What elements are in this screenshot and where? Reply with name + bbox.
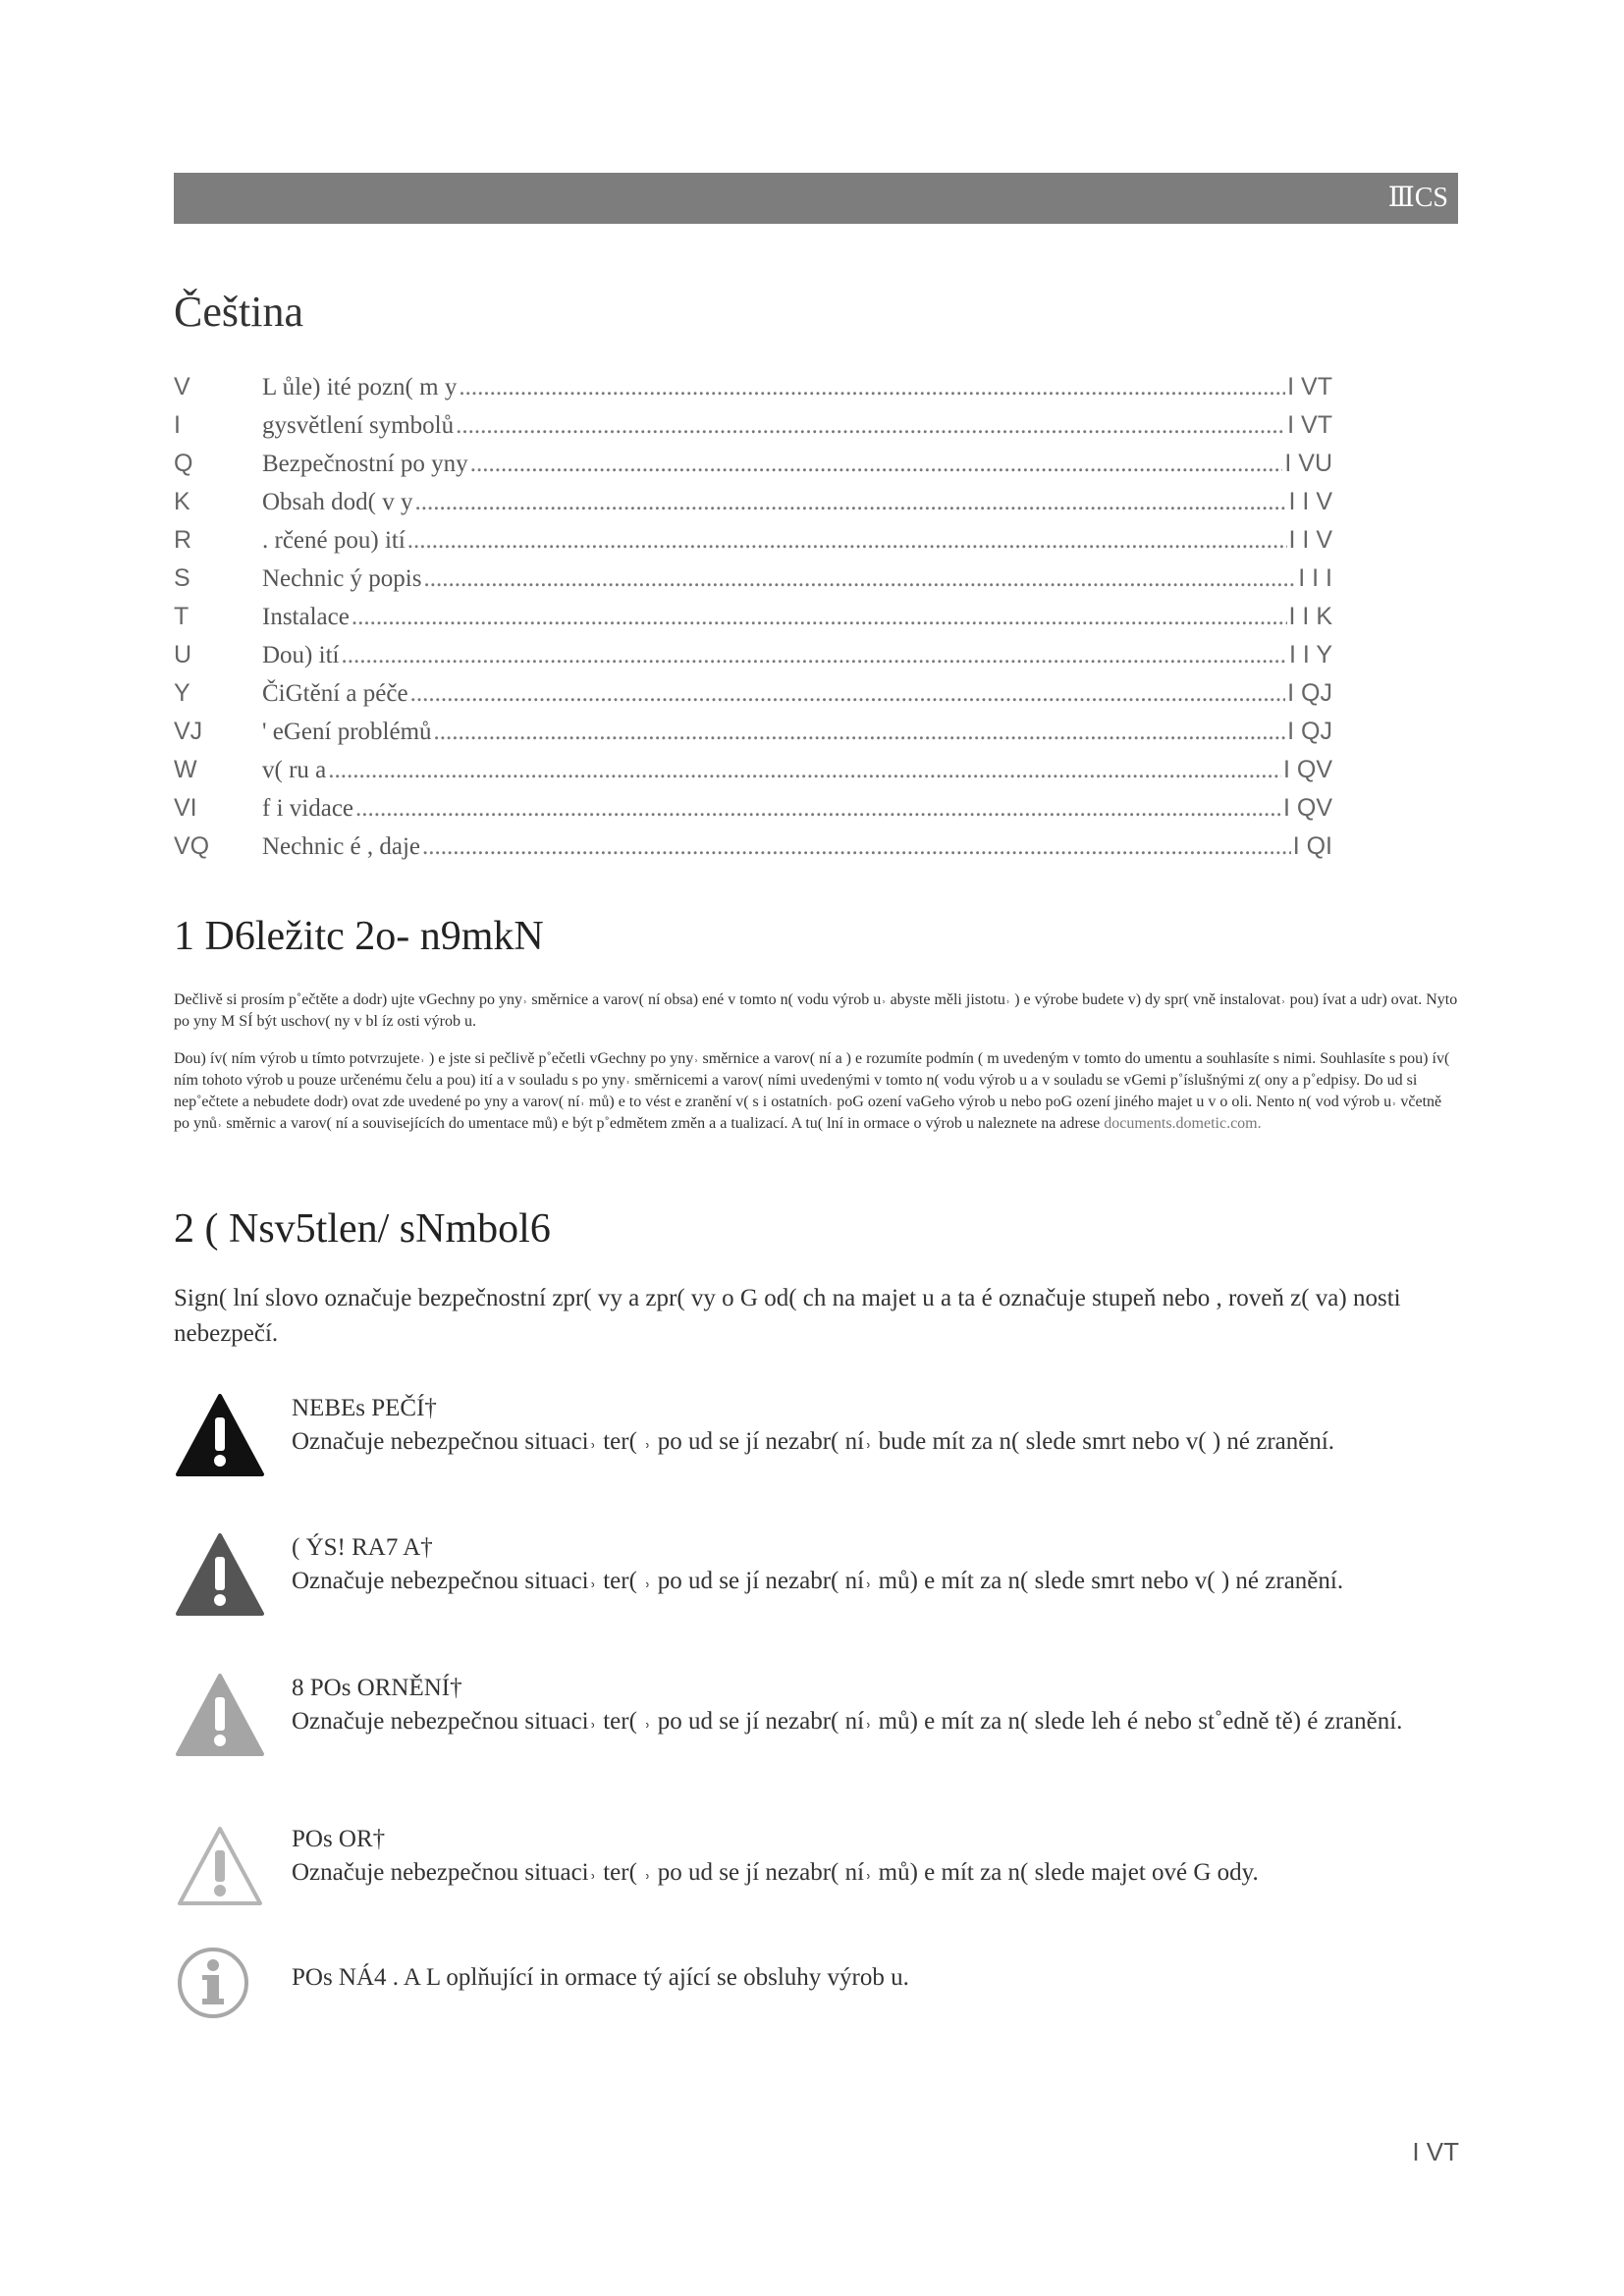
signal-danger-text	[292, 1392, 1421, 1459]
signal-caution-description: Označuje nebezpečnou situaci˒ ter( ˒ po ud se jí nezabr( ní˒ mů) e mít za n( slede leh é nebo st˚edně tě) é zranění.	[292, 1708, 1403, 1735]
toc-leader-dots	[352, 604, 1287, 631]
signal-caution-title: 8 POs ORNĚNÍ†	[292, 1675, 462, 1701]
toc-entry[interactable]	[174, 756, 1332, 794]
toc-entry-number: U	[174, 641, 192, 668]
toc-leader-dots	[456, 412, 1285, 440]
signal-warning-description: Označuje nebezpečnou situaci˒ ter( ˒ po ud se jí nezabr( ní˒ mů) e mít za n( slede smrt nebo v( ) né zranění.	[292, 1568, 1344, 1594]
toc-entry[interactable]	[174, 718, 1332, 756]
signal-caution-text	[292, 1672, 1421, 1738]
toc-entry-page: I QV	[1282, 756, 1332, 783]
toc-entry-page: I I I	[1298, 564, 1332, 592]
toc-entry-page: I I K	[1288, 603, 1332, 630]
toc-entry-number: Q	[174, 450, 193, 477]
toc-entry-page: I VU	[1284, 450, 1332, 477]
toc-entry-title: Bezpečnostní po yny	[262, 451, 468, 477]
toc-leader-dots	[423, 565, 1296, 593]
toc-entry-number: K	[174, 488, 190, 515]
toc-leader-dots	[459, 374, 1285, 401]
toc-entry-page: I I V	[1288, 526, 1332, 554]
toc-entry[interactable]	[174, 641, 1332, 679]
toc-entry[interactable]	[174, 373, 1332, 411]
signal-danger	[174, 1392, 1460, 1500]
signal-caution	[174, 1672, 1460, 1780]
toc-entry[interactable]	[174, 794, 1332, 832]
toc-entry-number: R	[174, 526, 192, 554]
signal-danger-title: NEBEs PEČÍ†	[292, 1395, 437, 1421]
toc-entry-page: I QJ	[1287, 679, 1332, 707]
signal-notice-text	[292, 1823, 1421, 1890]
toc-leader-dots	[470, 451, 1283, 478]
signal-note	[174, 1942, 1460, 2050]
toc-entry-number: W	[174, 756, 197, 783]
toc-leader-dots	[407, 527, 1287, 555]
toc-entry-page: I VT	[1287, 373, 1332, 400]
info-circle-icon	[174, 1942, 266, 2030]
section-heading-symbols: 2 ( Nsv5tlen/ sNmbol6	[174, 1206, 551, 1252]
toc-entry-title: Dou) ití	[262, 642, 340, 668]
signal-danger-description: Označuje nebezpečnou situaci˒ ter( ˒ po ud se jí nezabr( ní˒ bude mít za n( slede smrt nebo v( ) né zranění.	[292, 1428, 1335, 1455]
header-bar	[174, 173, 1458, 224]
toc-entry-title: L ůle) ité pozn( m y	[262, 374, 458, 400]
toc-entry[interactable]	[174, 450, 1332, 488]
caution-triangle-icon	[174, 1672, 266, 1760]
toc-entry-number: T	[174, 603, 189, 630]
toc-leader-dots	[410, 680, 1286, 708]
toc-leader-dots	[328, 757, 1281, 784]
toc-entry[interactable]	[174, 679, 1332, 718]
section-heading-important-notes: 1 D6ležitc 2o- n9mkN	[174, 914, 544, 959]
toc-entry-number: VI	[174, 794, 197, 822]
toc-entry-number: V	[174, 373, 190, 400]
toc-entry-title: gysvětlení symbolů	[262, 412, 455, 439]
toc-entry[interactable]	[174, 488, 1332, 526]
signal-warning	[174, 1531, 1460, 1639]
toc-entry-title: ' eGení problémů	[262, 719, 432, 745]
toc-leader-dots	[341, 642, 1287, 669]
signal-warning-title: ( ÝS! RA7 A†	[292, 1534, 433, 1561]
danger-warning-triangle-icon	[174, 1392, 266, 1480]
notice-triangle-icon	[174, 1823, 266, 1911]
toc-entry-title: Instalace	[262, 604, 350, 630]
toc-entry-page: I I V	[1288, 488, 1332, 515]
toc-entry-page: I VT	[1287, 411, 1332, 439]
toc-entry-title: ČiGtění a péče	[262, 680, 408, 707]
toc-entry-title: Obsah dod( v y	[262, 489, 413, 515]
toc-entry-page: I I Y	[1288, 641, 1332, 668]
language-code: ⅢCS	[1387, 183, 1448, 213]
toc-entry-page: I QV	[1282, 794, 1332, 822]
warning-triangle-icon	[174, 1531, 266, 1620]
signal-note-description: POs NÁ4 . A L oplňující in ormace tý ající se obsluhy výrob u.	[292, 1964, 909, 1991]
page-number: I VT	[1412, 2137, 1459, 2166]
important-notes-paragraph-2	[174, 1048, 1460, 1135]
table-of-contents	[174, 373, 1332, 871]
toc-entry-title: f i vidace	[262, 795, 354, 822]
toc-entry[interactable]	[174, 411, 1332, 450]
important-notes-text	[174, 989, 1460, 1135]
toc-entry[interactable]	[174, 526, 1332, 564]
symbols-intro: Sign( lní slovo označuje bezpečnostní zpr( vy a zpr( vy o G od( ch na majet u a ta é označuje stupeň nebo , roveň z( va) nosti nebezpečí.	[174, 1285, 1401, 1347]
language-title: Čeština	[174, 288, 303, 336]
toc-entry-title: Nechnic ý popis	[262, 565, 422, 592]
important-notes-paragraph-1: Dečlivě si prosím p˚ečtěte a dodr) ujte vGechny po yny˒ směrnice a varov( ní obsa) ené v tomto n( vodu výrob u˒ abyste měli jistotu˒ ) e výrobe budete v) dy spr( vně instalovat˒ pou) ívat a udr) ovat. Nyto po yny M SÍ být uschov( ny v bl íz osti výrob u.	[174, 991, 1458, 1030]
signal-notice-title: POs OR†	[292, 1826, 386, 1852]
toc-entry-number: VJ	[174, 718, 203, 745]
toc-leader-dots	[414, 489, 1286, 516]
toc-entry-number: I	[174, 411, 181, 439]
important-notes-paragraph-2-text: Dou) ív( ním výrob u tímto potvrzujete˒ ) e jste si pečlivě p˚ečetli vGechny po yny˒ směrnice a varov( ní a ) e rozumíte podmín ( m uvedeným v tomto do umentu a souhlasíte s nimi. Souhlasíte s pou) ív( ním tohoto výrob u pouze určenému čelu a pou) ití a v souladu s po yny˒ směrnicemi a varov( ními uvedenými v tomto n( vodu výrob u a v souladu se vGemi p˚íslušnými z( ony a p˚edpisy. Do ud si nep˚ečtete a nebudete dodr) ovat zde uvedené po yny a varov( ní˒ mů) e to vést e zranění v( s i ostatních˒ poG ození vaGeho výrob u nebo poG ození jiného majet u v o oli. Nento n( vod výrob u˒ včetně po ynů˒ směrnic a varov( ní a souvisejících do umentace mů) e být p˚edmětem změn a a tualizací. A tu( lní in ormace o výrob u naleznete na adrese	[174, 1050, 1450, 1132]
toc-entry-number: VQ	[174, 832, 210, 860]
toc-entry-page: I QJ	[1287, 718, 1332, 745]
toc-leader-dots	[355, 795, 1281, 823]
toc-entry-title: . rčené pou) ití	[262, 527, 406, 554]
toc-leader-dots	[434, 719, 1286, 746]
toc-entry[interactable]	[174, 603, 1332, 641]
toc-leader-dots	[422, 833, 1291, 861]
toc-entry-title: v( ru a	[262, 757, 327, 783]
toc-entry[interactable]	[174, 832, 1332, 871]
signal-notice-description: Označuje nebezpečnou situaci˒ ter( ˒ po ud se jí nezabr( ní˒ mů) e mít za n( slede majet ové G ody.	[292, 1859, 1259, 1886]
signal-notice	[174, 1823, 1460, 1931]
signal-warning-text	[292, 1531, 1421, 1598]
toc-entry[interactable]	[174, 564, 1332, 603]
toc-entry-number: Y	[174, 679, 190, 707]
toc-entry-number: S	[174, 564, 190, 592]
toc-entry-page: I QI	[1292, 832, 1332, 860]
documents-link[interactable]: documents.dometic.com.	[1104, 1115, 1262, 1132]
toc-entry-title: Nechnic é , daje	[262, 833, 421, 860]
